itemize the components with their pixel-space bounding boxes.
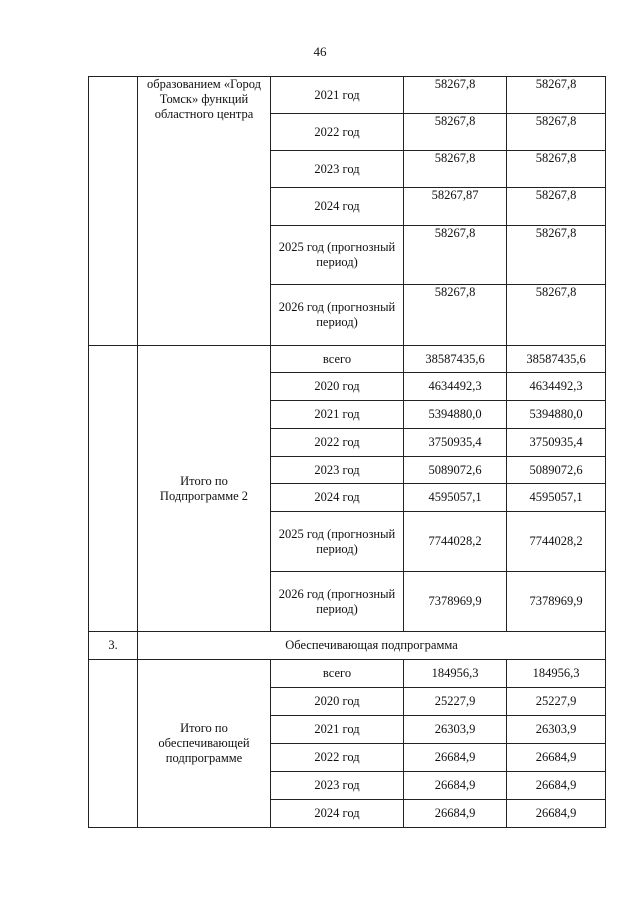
year-cell: 2023 год [271,457,404,484]
value-cell: 184956,3 [507,660,606,688]
value-cell: 26684,9 [404,772,507,800]
value-cell: 5394880,0 [507,401,606,429]
value-cell: 58267,8 [404,285,507,346]
value-cell: 4634492,3 [507,373,606,401]
program-name-cell: Итого по Подпрограмме 2 [138,346,271,632]
table-row [89,660,606,688]
value-cell: 7744028,2 [507,512,606,572]
value-cell: 25227,9 [404,688,507,716]
year-cell: 2026 год (прогнозный период) [271,285,404,346]
year-cell: 2023 год [271,151,404,188]
year-cell: 2025 год (прогнозный период) [271,226,404,285]
value-cell: 26303,9 [404,716,507,744]
budget-table [88,76,606,828]
row-number-cell [89,346,138,632]
program-name-cell: Итого по обеспечивающей подпрограмме [138,660,271,828]
row-number-cell [89,660,138,828]
section-header-row [89,632,606,660]
value-cell: 58267,8 [507,226,606,285]
value-cell: 58267,8 [507,77,606,114]
value-cell: 184956,3 [404,660,507,688]
year-cell: всего [271,346,404,373]
value-cell: 38587435,6 [404,346,507,373]
value-cell: 26684,9 [404,800,507,828]
year-cell: 2021 год [271,77,404,114]
year-cell: 2021 год [271,401,404,429]
value-cell: 58267,8 [404,151,507,188]
year-cell: 2026 год (прогнозный период) [271,572,404,632]
value-cell: 7378969,9 [404,572,507,632]
year-cell: 2025 год (прогнозный период) [271,512,404,572]
row-number-cell [89,77,138,346]
value-cell: 4634492,3 [404,373,507,401]
value-cell: 25227,9 [507,688,606,716]
year-cell: 2022 год [271,429,404,457]
value-cell: 58267,8 [404,77,507,114]
year-cell: 2020 год [271,688,404,716]
value-cell: 58267,8 [404,226,507,285]
value-cell: 3750935,4 [404,429,507,457]
value-cell: 5089072,6 [507,457,606,484]
program-name-cell: образованием «Город Томск» функций областного центра [138,77,271,346]
section-title: Обеспечивающая подпрограмма [138,632,606,660]
value-cell: 7378969,9 [507,572,606,632]
year-cell: 2021 год [271,716,404,744]
value-cell: 26684,9 [507,744,606,772]
year-cell: всего [271,660,404,688]
value-cell: 58267,8 [507,151,606,188]
value-cell: 5394880,0 [404,401,507,429]
year-cell: 2024 год [271,484,404,512]
value-cell: 38587435,6 [507,346,606,373]
value-cell: 7744028,2 [404,512,507,572]
value-cell: 4595057,1 [507,484,606,512]
value-cell: 58267,8 [507,188,606,226]
year-cell: 2023 год [271,772,404,800]
table-row [89,77,606,114]
value-cell: 58267,8 [507,114,606,151]
value-cell: 5089072,6 [404,457,507,484]
page-number: 46 [313,44,327,59]
value-cell: 4595057,1 [404,484,507,512]
value-cell: 58267,87 [404,188,507,226]
value-cell: 26684,9 [507,800,606,828]
value-cell: 26684,9 [507,772,606,800]
value-cell: 58267,8 [507,285,606,346]
year-cell: 2022 год [271,114,404,151]
value-cell: 58267,8 [404,114,507,151]
year-cell: 2024 год [271,800,404,828]
value-cell: 3750935,4 [507,429,606,457]
year-cell: 2022 год [271,744,404,772]
value-cell: 26303,9 [507,716,606,744]
year-cell: 2024 год [271,188,404,226]
section-number: 3. [89,632,138,660]
year-cell: 2020 год [271,373,404,401]
table-row [89,346,606,373]
value-cell: 26684,9 [404,744,507,772]
